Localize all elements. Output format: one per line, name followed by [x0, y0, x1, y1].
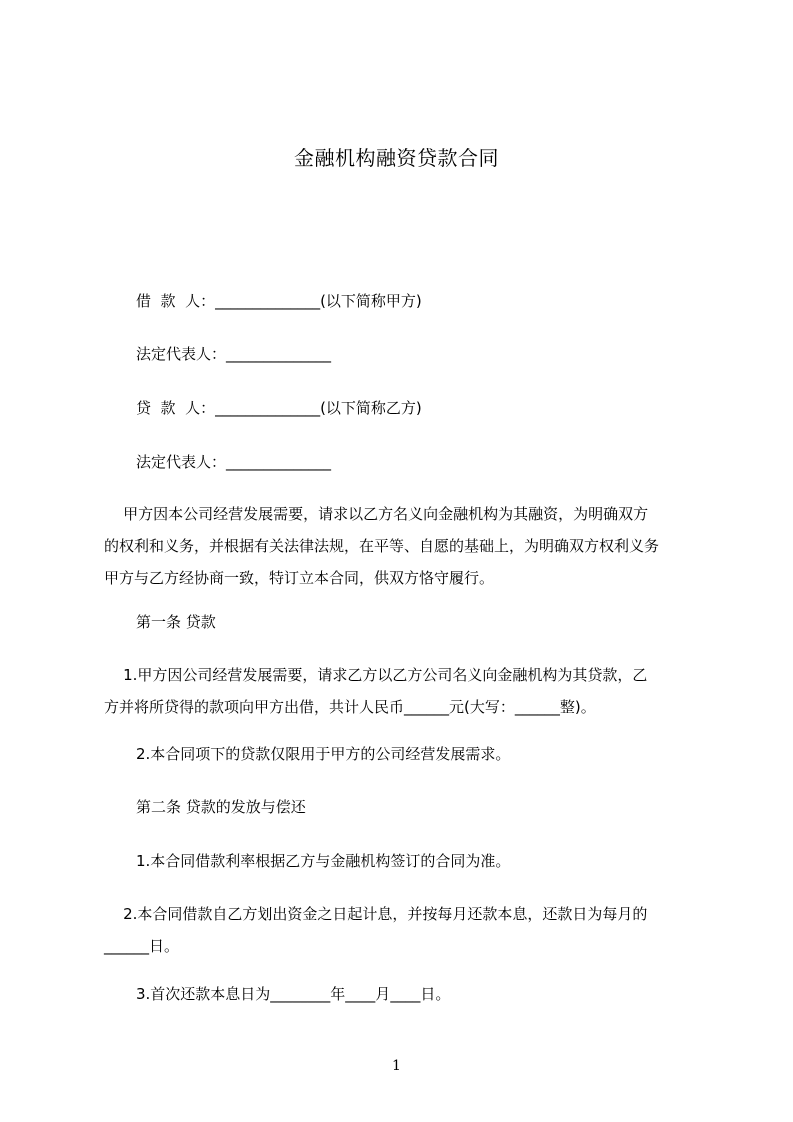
article-1-heading: 第一条 贷款 [136, 613, 216, 631]
article-2-clause-3: 3.首次还款本息日为________年____月____日。 [136, 985, 451, 1003]
lender-representative-line: 法定代表人：______________ [136, 453, 332, 471]
article-2-clause-1: 1.本合同借款利率根据乙方与金融机构签订的合同为准。 [136, 852, 511, 870]
document-title: 金融机构融资贷款合同 [294, 146, 499, 170]
article-2-heading: 第二条 贷款的发放与偿还 [136, 798, 306, 816]
article-1-clause-1-line-2: 方并将所贷得的款项向甲方出借，共计人民币______元(大写：______整)。 [104, 698, 596, 716]
preamble-paragraph [104, 504, 699, 600]
article-1-clause-1-line-1: 1.甲方因公司经营发展需要，请求乙方以乙方公司名义向金融机构为其贷款，乙 [104, 666, 648, 684]
lender-line: 贷 款 人：______________(以下简称乙方) [136, 399, 422, 417]
page-number: 1 [392, 1058, 401, 1074]
article-2-clause-2-line-1: 2.本合同借款自乙方划出资金之日起计息，并按每月还款本息，还款日为每月的 [104, 905, 648, 923]
article-2-clause-2-line-2: ______日。 [104, 937, 180, 955]
borrower-representative-line: 法定代表人：______________ [136, 345, 332, 363]
preamble-line-2: 的权利和义务，并根据有关法律法规，在平等、自愿的基础上，为明确双方权利义务 [104, 537, 660, 555]
preamble-line-3: 甲方与乙方经协商一致，特订立本合同，供双方恪守履行。 [104, 569, 495, 587]
article-1-clause-2: 2.本合同项下的贷款仅限用于甲方的公司经营发展需求。 [136, 745, 511, 763]
borrower-line: 借 款 人：______________(以下简称甲方) [136, 292, 422, 310]
article-1-clause-1 [104, 665, 699, 729]
article-2-clause-2 [104, 904, 699, 968]
preamble-line-1: 甲方因本公司经营发展需要，请求以乙方名义向金融机构为其融资，为明确双方 [104, 505, 649, 523]
